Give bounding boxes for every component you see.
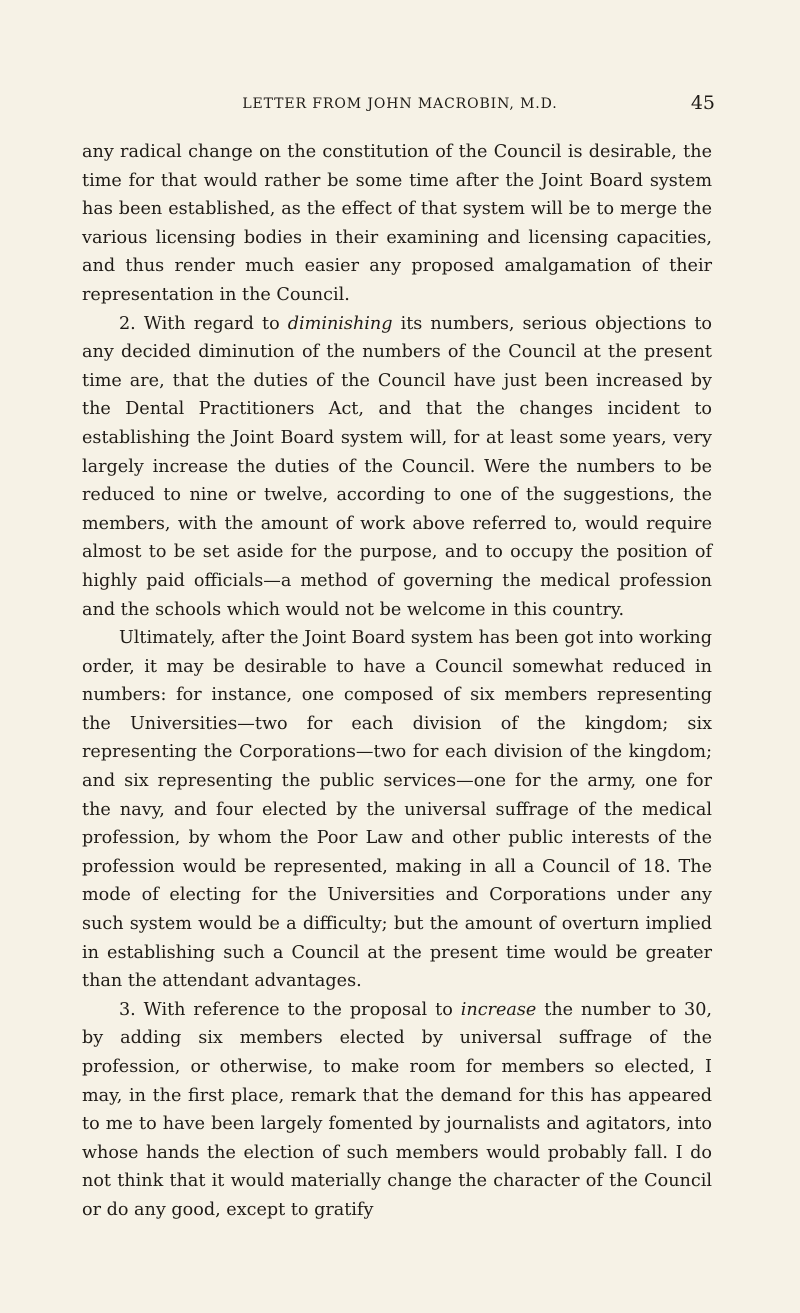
running-head xyxy=(0,92,800,116)
paragraph-increase xyxy=(82,996,712,1225)
paragraph-diminishing xyxy=(82,310,712,625)
page-number: 45 xyxy=(690,92,715,114)
paragraph-continued: any radical change on the constitution of the Council is desirable, the time for that would rather be some time after the Joint Board system has been established, as the effect of that system will be to merge the various licensing bodies in their examining and licensing capacities, and thus render much easier any proposed amalgamation of their representation in the Council. xyxy=(82,142,712,305)
emphasis-diminishing: diminishing xyxy=(287,313,393,334)
paragraph-increase-lead: 3. With reference to the proposal to xyxy=(118,999,461,1020)
paragraph-increase-rest: the number to 30, by adding six members elected by universal suffrage of the profession, or otherwise, to make room for members so elected, I may, in the first place, remark that the demand for this has appeared to me to have been largely fomented by journalists and agitators, into whose hands the election of such members would probably fall. I do not think that it would materially change the character of the Council or do any good, except to gratify xyxy=(82,999,712,1220)
paragraph-ultimately: Ultimately, after the Joint Board system has been got into working order, it may be desirable to have a Council somewhat reduced in numbers: for instance, one composed of six members representing the Universities—two for each division of the kingdom; six representing the Corporations—two for each division of the kingdom; and six representing the public services—one for the army, one for the navy, and four elected by the universal suffrage of the medical profession, by whom the Poor Law and other public interests of the profession would be represented, making in all a Council of 18. The mode of electing for the Universities and Corporations under any such system would be a difficulty; but the amount of overturn implied in establishing such a Council at the present time would be greater than the attendant advantages. xyxy=(82,628,712,992)
running-title: LETTER FROM JOHN MACROBIN, M.D. xyxy=(242,96,558,112)
paragraph-diminishing-lead: 2. With regard to xyxy=(118,313,288,334)
body-text xyxy=(82,138,712,1225)
paragraph-diminishing-rest: its numbers, serious objections to any decided diminution of the numbers of the Council at the present time are, that the duties of the Council have just been increased by the Dental Practitioners Act, and that the changes incident to establishing the Joint Board system will, for at least some years, very largely increase the duties of the Council. Were the numbers to be reduced to nine or twelve, according to one of the suggestions, the members, with the amount of work above referred to, would require almost to be set aside for the purpose, and to occupy the position of highly paid officials—a method of governing the medical profession and the schools which would not be welcome in this country. xyxy=(82,313,712,620)
emphasis-increase: increase xyxy=(460,999,537,1020)
